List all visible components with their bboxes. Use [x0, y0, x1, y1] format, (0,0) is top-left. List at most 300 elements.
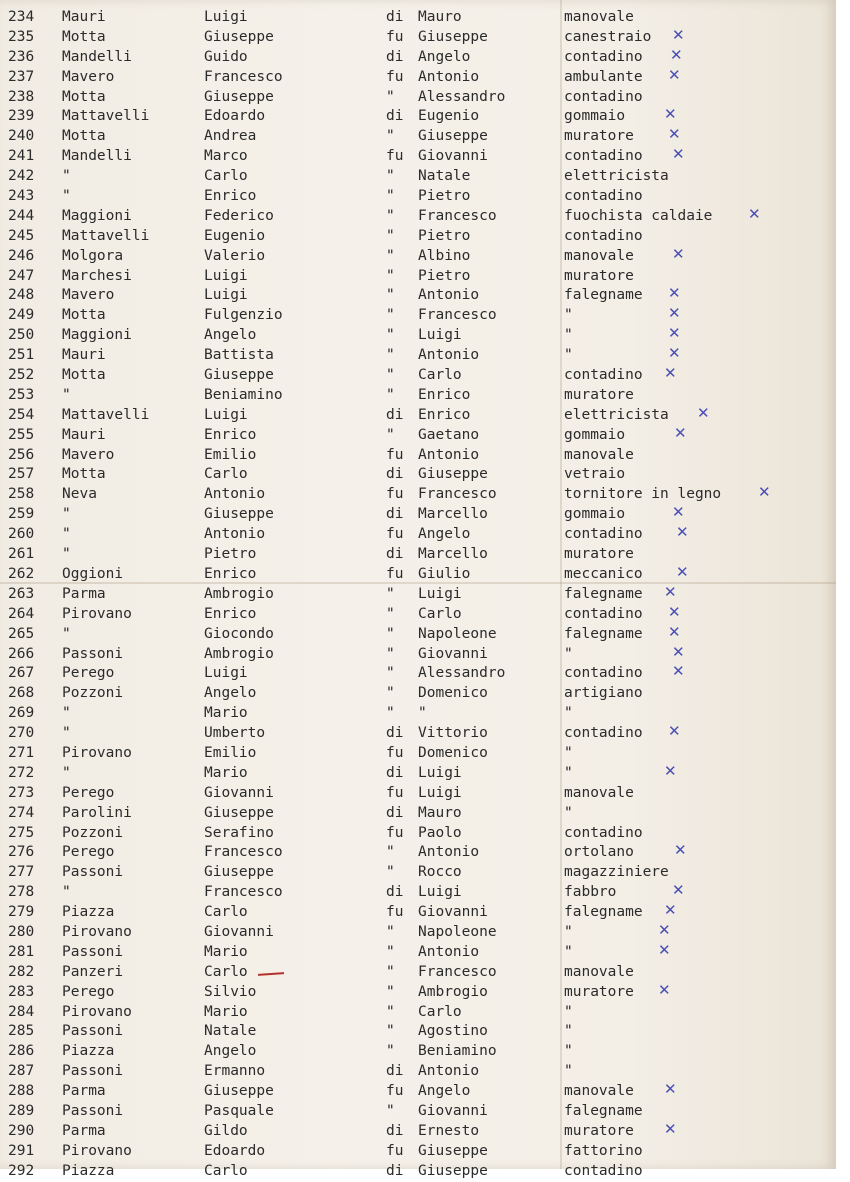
relation: fu	[386, 1142, 404, 1159]
surname: "	[62, 386, 71, 403]
first-name: Francesco	[204, 68, 283, 85]
relation: "	[386, 88, 395, 105]
entry-number: 246	[8, 247, 35, 264]
table-row	[0, 843, 836, 863]
first-name: Luigi	[204, 406, 248, 423]
first-name: Umberto	[204, 725, 266, 742]
first-name: Angelo	[204, 327, 257, 344]
first-name: Federico	[204, 207, 274, 224]
check-mark-icon: ✕	[668, 324, 681, 343]
surname: Mauri	[62, 9, 106, 25]
relation: "	[386, 128, 395, 145]
surname: Passoni	[62, 1102, 124, 1119]
table-row	[0, 286, 836, 306]
relation: di	[386, 764, 404, 781]
relation: "	[386, 963, 395, 980]
entry-number: 273	[8, 784, 35, 801]
occupation: gommaio	[564, 506, 626, 523]
entry-number: 287	[8, 1063, 35, 1080]
father-name: Giuseppe	[418, 1162, 488, 1179]
first-name: Carlo	[204, 168, 248, 185]
first-name: Enrico	[204, 605, 257, 622]
father-name: Francesco	[418, 207, 497, 224]
table-row	[0, 167, 836, 187]
occupation: contadino	[564, 1162, 643, 1179]
surname: Piazza	[62, 1162, 115, 1179]
entry-number: 286	[8, 1043, 35, 1060]
entry-number: 288	[8, 1083, 35, 1100]
table-row	[0, 980, 836, 1003]
occupation: elettricista	[564, 168, 669, 185]
surname: Piazza	[62, 904, 115, 921]
entry-number: 275	[8, 824, 35, 841]
surname: Motta	[62, 307, 106, 324]
father-name: Luigi	[418, 327, 462, 344]
check-mark-icon: ✕	[674, 423, 687, 442]
check-mark-icon: ✕	[672, 503, 685, 522]
entry-number: 289	[8, 1102, 35, 1119]
first-name: Guido	[204, 48, 248, 65]
check-mark-icon: ✕	[664, 105, 677, 124]
entry-number: 274	[8, 804, 35, 821]
occupation: manovale	[564, 784, 634, 801]
first-name: Giovanni	[204, 923, 274, 940]
relation: di	[386, 9, 404, 25]
entry-number: 236	[8, 48, 35, 65]
relation: "	[386, 923, 395, 940]
table-row	[0, 505, 836, 525]
check-mark-icon: ✕	[668, 304, 681, 323]
occupation: fabbro	[564, 884, 617, 901]
relation: "	[386, 1043, 395, 1060]
first-name: Natale	[204, 1023, 257, 1040]
relation: di	[386, 546, 404, 563]
surname: Pirovano	[62, 923, 132, 940]
relation: "	[386, 327, 395, 344]
table-row	[0, 883, 836, 903]
check-mark-icon: ✕	[672, 244, 685, 263]
first-name: Ermanno	[204, 1063, 266, 1080]
check-mark-icon: ✕	[697, 403, 710, 422]
father-name: Pietro	[418, 227, 471, 244]
surname: "	[62, 506, 71, 523]
entry-number: 242	[8, 168, 35, 185]
father-name: Francesco	[418, 486, 497, 503]
occupation: muratore	[564, 546, 634, 563]
occupation: manovale	[564, 446, 634, 463]
relation: "	[386, 705, 395, 722]
table-row	[0, 1142, 836, 1162]
occupation: vetraio	[564, 466, 626, 483]
first-name: Andrea	[204, 128, 257, 145]
father-name: Pietro	[418, 188, 471, 205]
first-name: Luigi	[204, 267, 248, 284]
father-name: Domenico	[418, 685, 488, 702]
occupation: muratore	[564, 267, 634, 284]
surname: Mandelli	[62, 148, 132, 165]
entry-number: 266	[8, 645, 35, 662]
occupation: elettricista	[564, 406, 669, 423]
entry-number: 256	[8, 446, 35, 463]
table-row	[0, 903, 836, 923]
father-name: Mauro	[418, 804, 462, 821]
entry-number: 262	[8, 565, 35, 582]
table-row	[0, 963, 836, 983]
first-name: Giuseppe	[204, 864, 274, 881]
entry-number: 280	[8, 923, 35, 940]
relation: "	[386, 227, 395, 244]
father-name: Giuseppe	[418, 128, 488, 145]
occupation: "	[564, 764, 573, 781]
surname: "	[62, 546, 71, 563]
father-name: Napoleone	[418, 625, 497, 642]
first-name: Giocondo	[204, 625, 274, 642]
relation: "	[386, 347, 395, 364]
relation: fu	[386, 784, 404, 801]
check-mark-icon: ✕	[670, 45, 683, 64]
entry-number: 240	[8, 128, 35, 145]
occupation: manovale	[564, 9, 634, 25]
relation: "	[386, 386, 395, 403]
occupation: contadino	[564, 367, 643, 384]
surname: Mauri	[62, 426, 106, 443]
occupation: "	[564, 804, 573, 821]
entry-number: 285	[8, 1023, 35, 1040]
table-row	[0, 1119, 836, 1142]
check-mark-icon: ✕	[676, 523, 689, 542]
surname: Motta	[62, 367, 106, 384]
first-name: Giuseppe	[204, 88, 274, 105]
occupation: canestraio	[564, 28, 652, 45]
check-mark-icon: ✕	[658, 940, 671, 959]
surname: Passoni	[62, 1023, 124, 1040]
father-name: Carlo	[418, 367, 462, 384]
first-name: Pasquale	[204, 1102, 274, 1119]
surname: Pirovano	[62, 1003, 132, 1020]
check-mark-icon: ✕	[668, 65, 681, 84]
entry-number: 257	[8, 466, 35, 483]
check-mark-icon: ✕	[668, 722, 681, 741]
check-mark-icon: ✕	[668, 284, 681, 303]
surname: Motta	[62, 466, 106, 483]
check-mark-icon: ✕	[668, 622, 681, 641]
entry-number: 239	[8, 108, 35, 125]
father-name: Luigi	[418, 764, 462, 781]
occupation: contadino	[564, 605, 643, 622]
first-name: Giuseppe	[204, 28, 274, 45]
table-row	[0, 8, 836, 28]
father-name: Domenico	[418, 744, 488, 761]
first-name: Mario	[204, 764, 248, 781]
relation: di	[386, 725, 404, 742]
relation: fu	[386, 1083, 404, 1100]
relation: "	[386, 1023, 395, 1040]
occupation: falegname	[564, 904, 643, 921]
relation: "	[386, 645, 395, 662]
first-name: Mario	[204, 1003, 248, 1020]
table-row	[0, 1042, 836, 1062]
table-row	[0, 920, 836, 943]
surname: Panzeri	[62, 963, 124, 980]
table-row	[0, 664, 836, 684]
first-name: Eugenio	[204, 227, 266, 244]
first-name: Ambrogio	[204, 585, 274, 602]
table-row	[0, 366, 836, 386]
table-row	[0, 642, 836, 665]
occupation: magazziniere	[564, 864, 669, 881]
surname: Motta	[62, 88, 106, 105]
table-row	[0, 824, 836, 844]
check-mark-icon: ✕	[672, 25, 685, 44]
relation: "	[386, 207, 395, 224]
occupation: contadino	[564, 148, 643, 165]
surname: Mattavelli	[62, 108, 150, 125]
table-row	[0, 423, 836, 446]
entry-number: 281	[8, 943, 35, 960]
check-mark-icon: ✕	[674, 841, 687, 860]
table-row	[0, 704, 836, 724]
first-name: Emilio	[204, 446, 257, 463]
table-row	[0, 684, 836, 704]
first-name: Edoardo	[204, 1142, 266, 1159]
table-row	[0, 88, 836, 108]
first-name: Francesco	[204, 844, 283, 861]
first-name: Carlo	[204, 1162, 248, 1179]
entry-number: 253	[8, 386, 35, 403]
surname: Neva	[62, 486, 97, 503]
father-name: Giovanni	[418, 645, 488, 662]
relation: "	[386, 685, 395, 702]
father-name: Antonio	[418, 287, 480, 304]
relation: di	[386, 804, 404, 821]
relation: fu	[386, 565, 404, 582]
entry-number: 259	[8, 506, 35, 523]
entry-number: 277	[8, 864, 35, 881]
entry-number: 245	[8, 227, 35, 244]
surname: "	[62, 625, 71, 642]
relation: fu	[386, 744, 404, 761]
occupation: falegname	[564, 625, 643, 642]
surname: "	[62, 526, 71, 543]
check-mark-icon: ✕	[672, 642, 685, 661]
occupation: meccanico	[564, 565, 643, 582]
occupation: manovale	[564, 1083, 634, 1100]
surname: "	[62, 725, 71, 742]
father-name: Gaetano	[418, 426, 480, 443]
table-row	[0, 744, 836, 764]
relation: fu	[386, 486, 404, 503]
table-row	[0, 1162, 836, 1182]
surname: Passoni	[62, 645, 124, 662]
occupation: muratore	[564, 1122, 634, 1139]
relation: "	[386, 287, 395, 304]
surname: Pirovano	[62, 744, 132, 761]
red-pen-stroke	[258, 972, 284, 975]
first-name: Beniamino	[204, 386, 283, 403]
relation: di	[386, 1122, 404, 1139]
table-row	[0, 386, 836, 406]
first-name: Valerio	[204, 247, 266, 264]
first-name: Angelo	[204, 1043, 257, 1060]
surname: Pirovano	[62, 1142, 132, 1159]
father-name: Francesco	[418, 307, 497, 324]
relation: di	[386, 48, 404, 65]
first-name: Carlo	[204, 466, 248, 483]
entry-number: 276	[8, 844, 35, 861]
relation: "	[386, 605, 395, 622]
entry-number: 255	[8, 426, 35, 443]
occupation: fattorino	[564, 1142, 643, 1159]
father-name: Vittorio	[418, 725, 488, 742]
occupation: contadino	[564, 725, 643, 742]
table-row	[0, 465, 836, 485]
table-row	[0, 326, 836, 346]
table-row	[0, 227, 836, 247]
table-row	[0, 1102, 836, 1122]
occupation: manovale	[564, 247, 634, 264]
check-mark-icon: ✕	[672, 662, 685, 681]
check-mark-icon: ✕	[664, 1080, 677, 1099]
check-mark-icon: ✕	[758, 483, 771, 502]
first-name: Marco	[204, 148, 248, 165]
surname: Parolini	[62, 804, 132, 821]
table-row	[0, 187, 836, 207]
first-name: Luigi	[204, 9, 248, 25]
surname: Perego	[62, 844, 115, 861]
occupation: contadino	[564, 227, 643, 244]
relation: "	[386, 864, 395, 881]
entry-number: 249	[8, 307, 35, 324]
table-row	[0, 1082, 836, 1102]
father-name: Albino	[418, 247, 471, 264]
occupation: gommaio	[564, 426, 626, 443]
entry-number: 271	[8, 744, 35, 761]
surname: Mauri	[62, 347, 106, 364]
entry-number: 284	[8, 1003, 35, 1020]
entry-number: 263	[8, 585, 35, 602]
table-row	[0, 306, 836, 326]
relation: "	[386, 247, 395, 264]
surname: Mavero	[62, 446, 115, 463]
occupation: "	[564, 645, 573, 662]
table-row	[0, 1022, 836, 1042]
surname: "	[62, 168, 71, 185]
table-row	[0, 622, 836, 645]
surname: Maggioni	[62, 207, 132, 224]
father-name: Alessandro	[418, 665, 506, 682]
relation: fu	[386, 68, 404, 85]
check-mark-icon: ✕	[668, 602, 681, 621]
occupation: artigiano	[564, 685, 643, 702]
relation: "	[386, 585, 395, 602]
relation: di	[386, 466, 404, 483]
check-mark-icon: ✕	[668, 344, 681, 363]
surname: "	[62, 188, 71, 205]
father-name: Antonio	[418, 844, 480, 861]
relation: "	[386, 267, 395, 284]
table-row	[0, 863, 836, 883]
entry-number: 252	[8, 367, 35, 384]
table-row	[0, 204, 836, 227]
first-name: Francesco	[204, 884, 283, 901]
surname: "	[62, 705, 71, 722]
occupation: "	[564, 923, 573, 940]
relation: "	[386, 983, 395, 1000]
father-name: Giovanni	[418, 904, 488, 921]
first-name: Battista	[204, 347, 274, 364]
entry-number: 267	[8, 665, 35, 682]
entry-number: 278	[8, 884, 35, 901]
first-name: Carlo	[204, 904, 248, 921]
father-name: Carlo	[418, 605, 462, 622]
father-name: Luigi	[418, 784, 462, 801]
table-row	[0, 127, 836, 147]
father-name: Mauro	[418, 9, 462, 25]
first-name: Giuseppe	[204, 367, 274, 384]
entry-number: 279	[8, 904, 35, 921]
relation: "	[386, 188, 395, 205]
surname: Maggioni	[62, 327, 132, 344]
relation: "	[386, 367, 395, 384]
table-row	[0, 562, 836, 585]
occupation: "	[564, 744, 573, 761]
relation: "	[386, 665, 395, 682]
first-name: Giuseppe	[204, 506, 274, 523]
surname: Parma	[62, 585, 106, 602]
table-row	[0, 1003, 836, 1023]
father-name: Enrico	[418, 386, 471, 403]
father-name: Agostino	[418, 1023, 488, 1040]
father-name: Pietro	[418, 267, 471, 284]
table-row	[0, 45, 836, 68]
first-name: Pietro	[204, 546, 257, 563]
surname: Passoni	[62, 943, 124, 960]
father-name: Rocco	[418, 864, 462, 881]
first-name: Angelo	[204, 685, 257, 702]
surname: Molgora	[62, 247, 124, 264]
table-row	[0, 525, 836, 545]
relation: fu	[386, 526, 404, 543]
entry-number: 272	[8, 764, 35, 781]
first-name: Mario	[204, 705, 248, 722]
first-name: Carlo	[204, 963, 248, 980]
occupation: falegname	[564, 1102, 643, 1119]
entry-number: 247	[8, 267, 35, 284]
first-name: Luigi	[204, 287, 248, 304]
father-name: Napoleone	[418, 923, 497, 940]
first-name: Fulgenzio	[204, 307, 283, 324]
table-row	[0, 1062, 836, 1082]
occupation: falegname	[564, 287, 643, 304]
table-row	[0, 244, 836, 267]
entry-number: 241	[8, 148, 35, 165]
father-name: Giuseppe	[418, 466, 488, 483]
table-row	[0, 545, 836, 565]
entry-number: 244	[8, 207, 35, 224]
table-row	[0, 267, 836, 287]
father-name: Antonio	[418, 446, 480, 463]
entry-number: 290	[8, 1122, 35, 1139]
surname: "	[62, 764, 71, 781]
surname: Piazza	[62, 1043, 115, 1060]
occupation: muratore	[564, 983, 634, 1000]
check-mark-icon: ✕	[672, 145, 685, 164]
surname: Pozzoni	[62, 685, 124, 702]
relation: di	[386, 1063, 404, 1080]
table-row	[0, 346, 836, 366]
table-row	[0, 446, 836, 466]
check-mark-icon: ✕	[664, 582, 677, 601]
